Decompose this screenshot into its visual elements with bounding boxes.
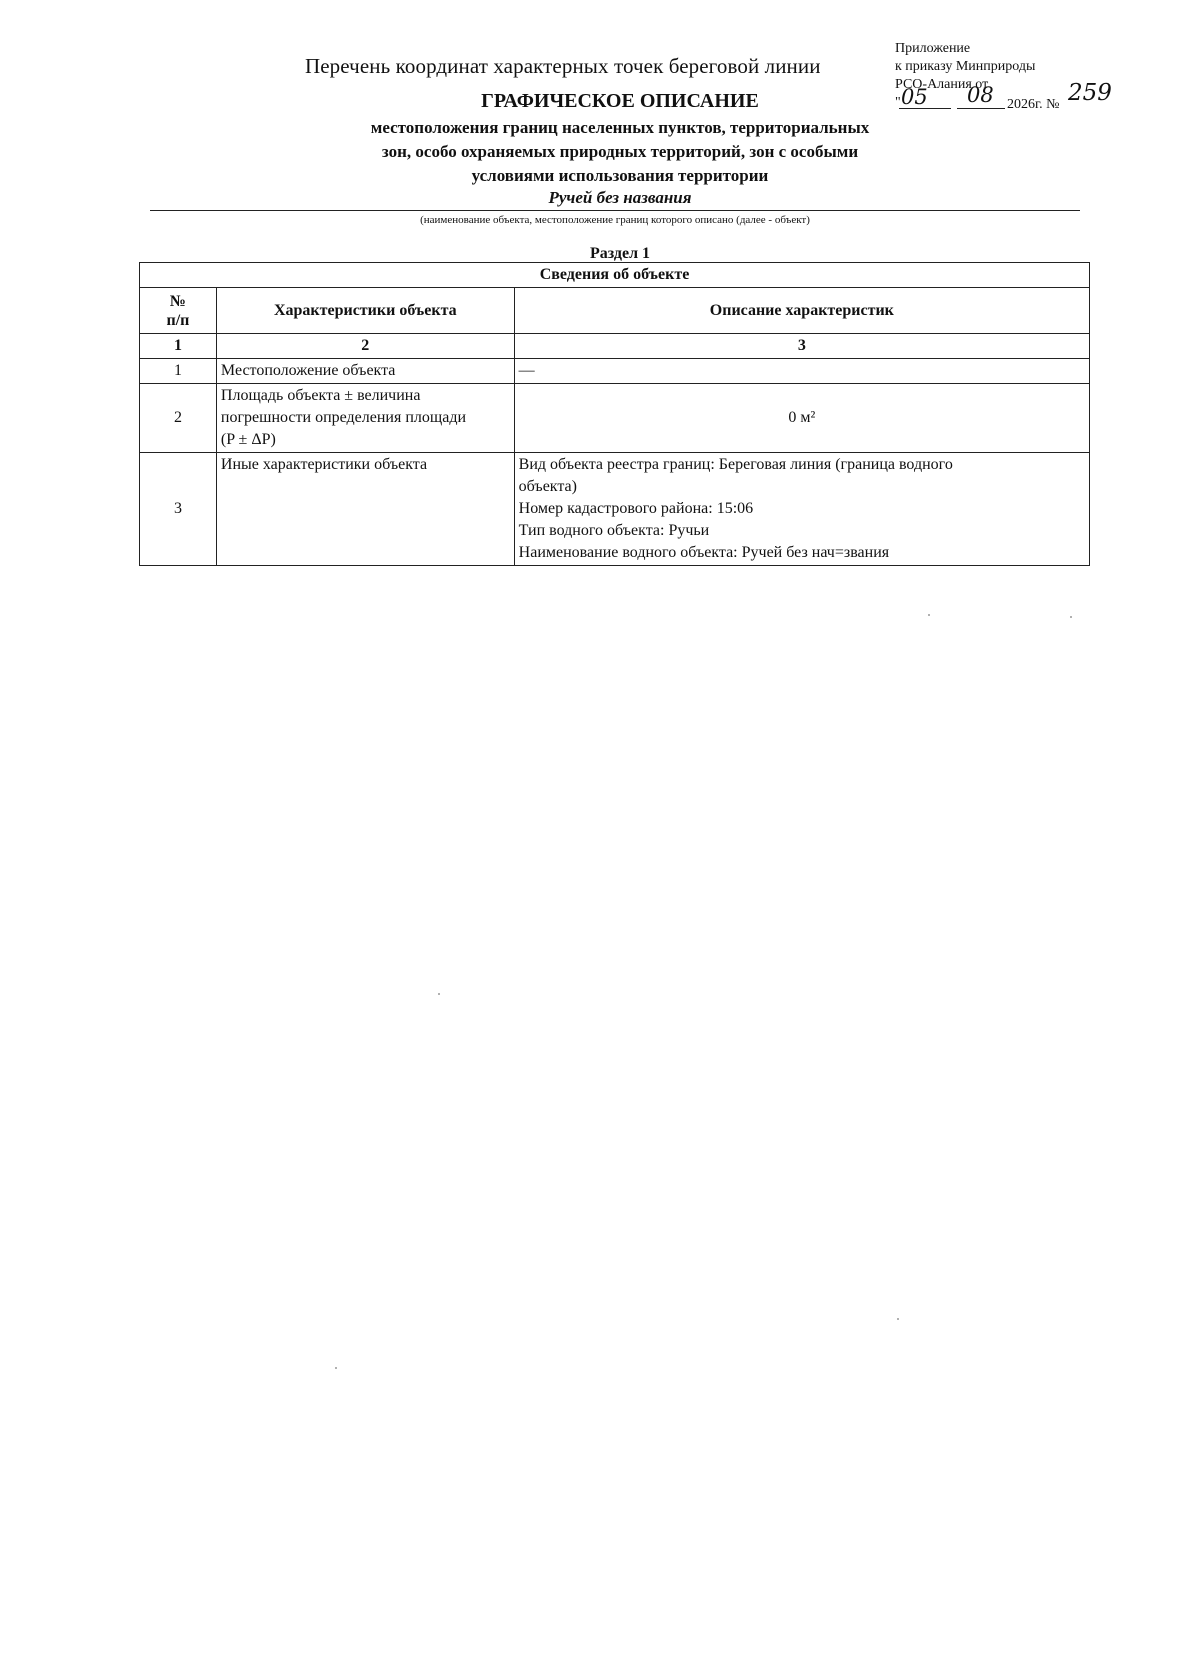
table-row [140,453,1090,566]
document-title: ГРАФИЧЕСКОЕ ОПИСАНИЕ [481,90,759,112]
subtitle-line-3: условиями использования территории [471,166,769,185]
object-info-table [139,262,1090,566]
row-characteristic: Местоположение объекта [216,359,514,384]
description-line: Вид объекта реестра границ: Береговая линия (граница водного [518,456,953,473]
document-subtitle [140,116,1100,188]
row-characteristic: Иные характеристики объекта [216,453,514,566]
date-day-handwritten: 05 [901,85,928,109]
row-number: 1 [140,359,217,384]
document-heading: Перечень координат характерных точек береговой линии [305,54,821,78]
index-cell: 2 [216,334,514,359]
row-characteristic [216,384,514,453]
table-caption-row [140,263,1090,288]
object-caption: (наименование объекта, местоположение границ которого описано (далее - объект) [420,214,810,226]
row-description: — [514,359,1089,384]
subtitle-line-1: местоположения границ населенных пунктов, территориальных [370,118,870,137]
table-row [140,359,1090,384]
header-num-line-1: № [169,292,186,310]
scan-speck [897,1318,899,1320]
order-number-handwritten: 259 [1068,80,1112,106]
date-year: 2026г. № [1007,97,1060,112]
index-cell: 3 [514,334,1089,359]
characteristic-line: Площадь объекта ± величина [220,387,421,404]
header-num [140,288,217,334]
characteristic-line: погрешности определения площади [220,409,467,426]
scan-speck [335,1367,337,1369]
row-number: 3 [140,453,217,566]
header-description: Описание характеристик [514,288,1089,334]
scan-speck [928,614,930,616]
table-index-row [140,334,1090,359]
description-line: Номер кадастрового района: 15:06 [518,500,754,517]
table-caption: Сведения об объекте [140,263,1090,288]
date-month-handwritten: 08 [967,83,994,107]
table-row [140,384,1090,453]
appendix-line-2: к приказу Минприроды [895,59,1036,74]
index-cell: 1 [140,334,217,359]
scan-speck [1070,616,1072,618]
table-header-row [140,288,1090,334]
subtitle-line-2: зон, особо охраняемых природных территорий, зон с особыми [381,142,859,161]
appendix-line-1: Приложение [895,41,971,56]
object-name-rule [150,210,1080,211]
description-line: Наименование водного объекта: Ручей без нач=звания [518,544,890,561]
header-characteristics: Характеристики объекта [216,288,514,334]
object-name: Ручей без названия [548,188,692,207]
description-line: Тип водного объекта: Ручьи [518,522,710,539]
section-title: Раздел 1 [589,245,651,262]
scan-speck [438,993,440,995]
row-number: 2 [140,384,217,453]
description-line: объекта) [518,478,577,495]
date-quote: " [895,95,901,110]
appendix-line-3: РСО-Алания от [895,77,989,92]
row-description: 0 м² [514,384,1089,453]
characteristic-line: (P ± ΔP) [220,431,276,448]
header-num-line-2: п/п [166,311,190,329]
row-description [514,453,1089,566]
